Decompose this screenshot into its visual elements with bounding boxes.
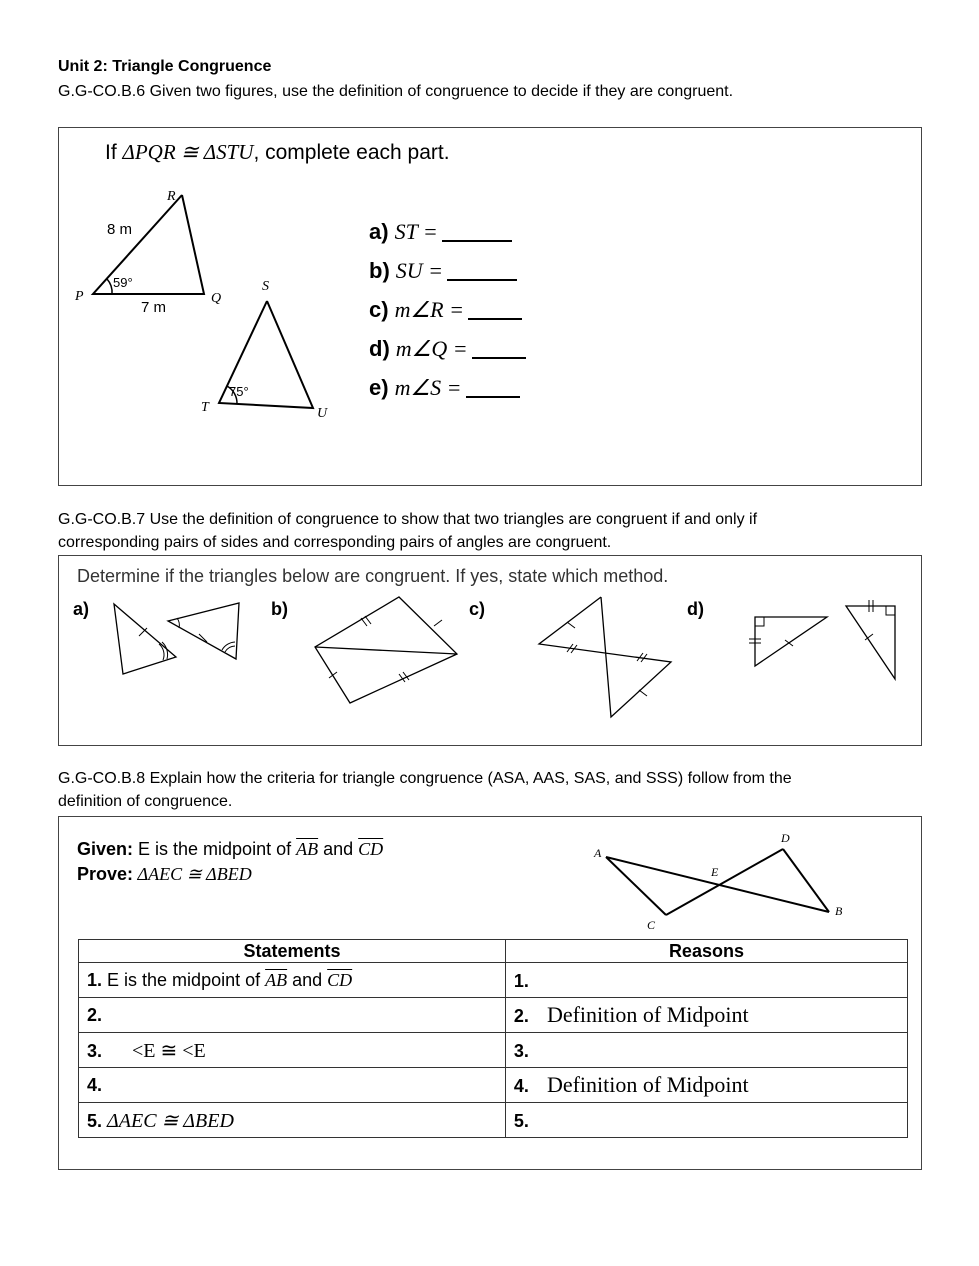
answer-blank-d[interactable] [472, 339, 526, 359]
vertex-p-label: P [75, 289, 84, 304]
figure-b [315, 597, 457, 703]
proof-row [79, 1033, 908, 1068]
part-b: b) SU = [369, 251, 526, 290]
reason-cell[interactable]: 1. [505, 963, 907, 998]
triangles-figure [59, 128, 359, 428]
point-d-label: D [781, 831, 790, 845]
given-prove [77, 837, 383, 887]
vertex-q-label: Q [211, 291, 222, 306]
answer-blank-a[interactable] [442, 222, 512, 242]
part-e: e) m∠S = [369, 368, 526, 407]
q2-prompt: Determine if the triangles below are congruent. If yes, state which method. [77, 566, 669, 586]
fig-a-label: a) [73, 599, 90, 619]
problem-box-3 [58, 816, 922, 1170]
side-pq-label: 7 m [141, 299, 167, 316]
prove-line: Prove: ΔAEC ≅ ΔBED [77, 864, 252, 884]
figure-c [539, 597, 671, 717]
statement-cell[interactable]: 4. [79, 1068, 506, 1103]
parts-list [369, 212, 526, 407]
proof-row [79, 1068, 908, 1103]
problem-box-2 [58, 555, 922, 746]
part-c: c) m∠R = [369, 290, 526, 329]
standard-b7: G.G-CO.B.7 Use the definition of congruence to show that two triangles are congruent if and only if corresponding pairs of sides and corresponding pairs of angles are congruent. [58, 511, 758, 551]
angle-p-label: 59° [113, 275, 133, 290]
proof-row [79, 998, 908, 1033]
fig-d-label: d) [687, 599, 704, 619]
proof-header [79, 940, 908, 963]
statement-cell[interactable]: 5. ΔAEC ≅ ΔBED [79, 1103, 506, 1138]
statements-header: Statements [79, 940, 506, 963]
reason-cell[interactable]: 5. [505, 1103, 907, 1138]
figure-a [114, 603, 239, 674]
vertex-s-label: S [262, 279, 269, 294]
angle-p-arc [107, 279, 112, 294]
fig-b-label: b) [271, 599, 288, 619]
side-pr-label: 8 m [107, 221, 133, 238]
problem-box-1 [58, 127, 922, 486]
figure-d [749, 600, 895, 679]
point-c-label: C [647, 918, 656, 932]
reason-cell[interactable]: 3. [505, 1033, 907, 1068]
answer-blank-e[interactable] [466, 378, 520, 398]
reason-cell[interactable]: 4. Definition of Midpoint [505, 1068, 907, 1103]
proof-row [79, 1103, 908, 1138]
triangle-pqr [93, 195, 204, 294]
statement-cell[interactable]: 3. <E ≅ <E [79, 1033, 506, 1068]
congruence-figures [59, 556, 921, 745]
vertex-r-label: R [167, 189, 176, 204]
point-b-label: B [835, 904, 843, 918]
proof-table [78, 939, 908, 1138]
midpoint-diagram [579, 817, 909, 937]
reasons-header: Reasons [505, 940, 907, 963]
answer-blank-c[interactable] [468, 300, 522, 320]
answer-blank-b[interactable] [447, 261, 517, 281]
standard-b6: G.G-CO.B.6 Given two figures, use the definition of congruence to decide if they are congruent. [58, 83, 734, 100]
fig-c-label: c) [469, 599, 486, 619]
q1-prompt: If ΔPQR ≅ ΔSTU, complete each part. [105, 140, 450, 164]
standard-b8: G.G-CO.B.8 Explain how the criteria for triangle congruence (ASA, AAS, SAS, and SSS) follow from the definition of congruence. [58, 770, 792, 810]
part-a: a) ST = [369, 212, 526, 251]
given-line: Given: E is the midpoint of $\overline{AB}$ and $\overline{CD}$ [77, 839, 384, 859]
angle-t-label: 75° [229, 384, 249, 399]
vertex-t-label: T [201, 400, 209, 415]
unit-title: Unit 2: Triangle Congruence [58, 58, 272, 75]
part-d: d) m∠Q = [369, 329, 526, 368]
reason-cell[interactable]: 2. Definition of Midpoint [505, 998, 907, 1033]
point-e-label: E [711, 865, 719, 879]
vertex-u-label: U [317, 406, 328, 421]
statement-cell[interactable]: 2. [79, 998, 506, 1033]
point-a-label: A [594, 846, 602, 860]
statement-cell[interactable]: 1. E is the midpoint of $\overline{AB}$ and $\overline{CD}$ [79, 963, 506, 998]
proof-row [79, 963, 908, 998]
